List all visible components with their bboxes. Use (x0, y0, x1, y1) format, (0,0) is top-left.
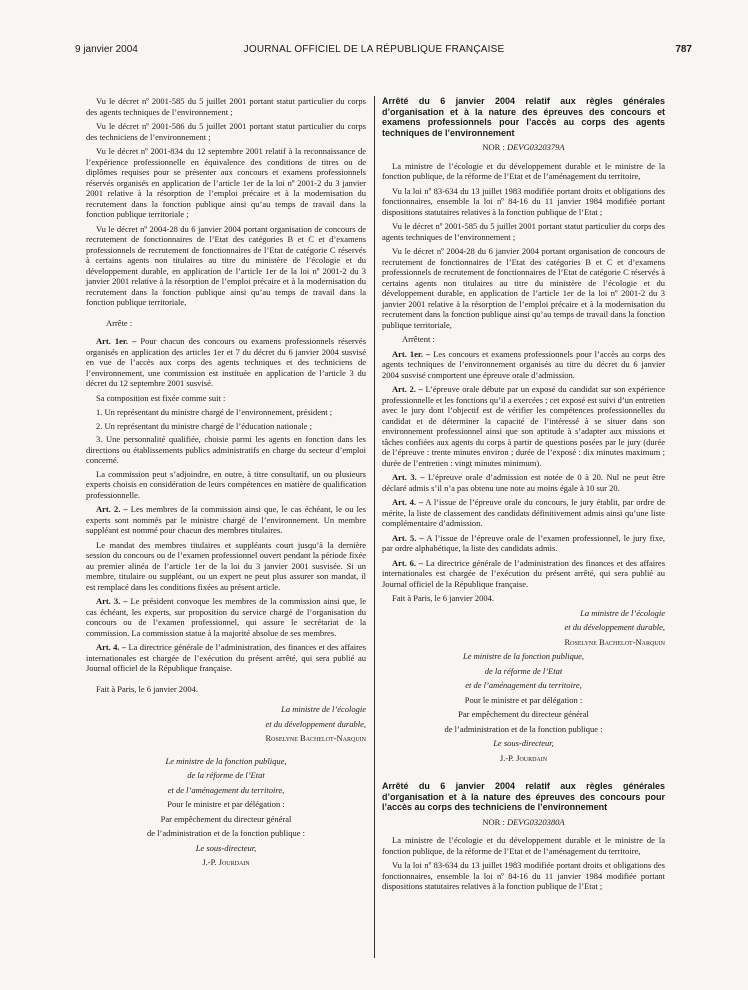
article-text: Les concours et examens professionnels pour l’accès au corps des agents techniques de l’environnement organisés au titre du décret du 6 janvier 2004 susvisé comportent une épreuve orale d’admission. (382, 348, 665, 380)
article-2 (86, 504, 366, 536)
article-text: La directrice générale de l’administration des finances et des affaires internationales est chargée de l’exécution du présent arrêté, qui sera publié au Journal officiel de la République française. (382, 557, 666, 589)
signature-name (382, 637, 665, 648)
visa-paragraph: Vu la loi nº 83-634 du 13 juillet 1983 modifiée portant droits et obligations des fonctionnaires, ensemble la loi nº 84-16 du 11 janvier 1984 modifiée portant dispositions statutaires relatives à la fonction publique de l’Etat ; (382, 860, 665, 891)
signature-line (382, 680, 665, 691)
signature-line: La ministre de l’écologie (281, 704, 366, 714)
article-text: L’épreuve orale débute par un exposé du candidat sur son expérience professionnelle et les fonctions qu’il a exercées ; cet exposé est suivi d’un entretien avec le jury dont l’objectif est de vérifier les compétences professionnelles du candidat et de déterminer la capacité de l’intéressé à se situer dans son environnement professionnel ainsi que son aptitude à s’adapter aux missions et tâches confiées aux agents du corps à partir de questions posées par le jury (durée de l’épreuve : trente minutes environ ; durée de l’exposé : dix minutes maximum ; durée de l’entretien : vingt minutes minimum). (382, 384, 666, 468)
article-label: Art. 2. – (96, 504, 128, 514)
article-label: Art. 3. – (392, 472, 425, 482)
article-text: L’épreuve orale d’admission est notée de 0 à 20. Nul ne peut être déclaré admis s’il n’a pas obtenu une note au moins égale à 10 sur 20. (382, 472, 665, 493)
signature-text: et de l’aménagement du territoire, (465, 680, 582, 690)
signatory-name: Roselyne Bachelot-Narquin (265, 733, 366, 743)
signature-line (86, 857, 366, 868)
decree-heading: Arrêté du 6 janvier 2004 relatif aux règles générales d’organisation et à la nature des épreuves des concours pour l’accès au corps des techniciens de l’environnement (382, 781, 665, 812)
arrete-label: Arrêtent : (402, 334, 435, 344)
signatory-name: J.-P. Jourdain (202, 857, 250, 867)
composition-list (86, 407, 366, 466)
article-5 (382, 533, 665, 554)
paragraph: La commission peut s’adjoindre, en outre, à titre consultatif, un ou plusieurs experts choisis en considération de leurs compétences en matière de qualification professionnelle. (86, 468, 366, 500)
article-text: Les membres de la commission ainsi que, le cas échéant, le ou les experts sont nommés par le ministre chargé de l’environnement. Un membre suppléant est nommé pour chacun des membres titulaires. (86, 504, 367, 535)
page-number: 787 (675, 44, 692, 55)
signature-name (86, 733, 366, 744)
article-3 (382, 472, 665, 493)
article-label: Art. 3. – (96, 596, 128, 606)
signature-text: et de l’aménagement du territoire, (167, 784, 285, 795)
article-label: Art. 4. – (96, 642, 127, 652)
article-text: Le président convoque les membres de la commission ainsi que, le cas échéant, les experts, sur proposition du service chargé de l’organisation du concours ou de l’examen professionnel, qui assure le secrétariat de la commission. La commission statue à la majorité absolue de ses membres. (86, 596, 367, 638)
list-item: 3. Une personnalité qualifiée, choisie parmi les agents en fonction dans les directions ou établissements publics administratifs en charge du secteur d’emploi concerné. (86, 434, 366, 465)
signature-line (382, 753, 665, 764)
visa-paragraph: Vu le décret nº 2001-586 du 5 juillet 2001 portant statut particulier du corps des techniciens de l’environnement ; (86, 121, 366, 142)
visa-paragraph: Vu le décret nº 2001-834 du 12 septembre 2001 relatif à la reconnaissance de l’expérience professionnelle en équivalence des conditions de titres ou de diplômes requises pour se présenter aux concours et examens professionnels réservés organisés en application de l’article 1er de la loi nº 2001-2 du 3 janvier 2001 relative à la résorption de l’emploi précaire et à la modernisation du recrutement dans la fonction publique ainsi qu’au temps de travail dans la fonction publique territoriale ; (86, 146, 366, 219)
signature-line: et du développement durable, (564, 622, 665, 632)
decree-heading: Arrêté du 6 janvier 2004 relatif aux règles générales d’organisation et à la nature des épreuves des concours et examens professionnels pour l’accès au corps des agents techniques de l’environnement (382, 96, 665, 138)
nor-reference (382, 817, 665, 828)
visa-paragraph: Vu le décret nº 2004-28 du 6 janvier 2004 portant organisation de concours de recrutement de fonctionnaires de l’Etat des catégories B et C et d’examens professionnels de recrutement de fonctionnaires de l’Etat de catégorie C réservés à certains agents non titulaires au titre du ministère de l’écologie et du développement durable, en application de l’article 1er de la loi nº 2001-2 du 3 janvier 2001 relative à la résorption de l’emploi précaire et à la modernisation du recrutement dans la fonction publique ainsi qu’au temps de travail dans la fonction publique territoriale, (382, 246, 665, 330)
signature-text: Le sous-directeur, (195, 842, 257, 853)
list-item: 1. Un représentant du ministre chargé de l’environnement, président ; (96, 407, 333, 417)
signature-line: La ministre de l’écologie (580, 607, 665, 618)
article-text: La directrice générale de l’administration, des finances et des affaires internationales est chargée de l’exécution du présent arrêté, qui sera publié au Journal officiel de la République française. (86, 642, 367, 673)
signatory-name: J.-P. Jourdain (499, 752, 548, 763)
signature-line: de l’administration et de la fonction publique : (444, 723, 603, 734)
article-label: Art. 4. – (392, 497, 424, 507)
article-label: Art. 5. – (392, 532, 424, 543)
journal-title: JOURNAL OFFICIEL DE LA RÉPUBLIQUE FRANÇAISE (243, 44, 505, 55)
signature-fonction-publique (382, 651, 665, 763)
intro-paragraph: La ministre de l’écologie et du développement durable et le ministre de la fonction publique, de la réforme de l’Etat et de l’aménagement du territoire, (382, 835, 665, 856)
signature-line (86, 770, 366, 781)
signature-text: Le sous-directeur, (493, 738, 554, 748)
column-divider (374, 96, 375, 958)
visa-paragraph: Vu le décret nº 2001-585 du 5 juillet 2001 portant statut particulier du corps des agents techniques de l’environnement ; (86, 96, 366, 117)
visa-paragraph: Vu le décret nº 2004-28 du 6 janvier 2004 portant organisation de concours de recrutement de fonctionnaires de l’Etat des catégories B et C et d’examens professionnels de recrutement de fonctionnaires de l’Etat de catégorie C réservés à certains agents non titulaires au titre du ministère de l’écologie et du développement durable, en application de l’article 1er de la loi nº 2001-2 du 3 janvier 2001 relative à la résorption de l’emploi précaire et à la modernisation du recrutement dans la fonction publique ainsi qu’au temps de travail dans la fonction publique territoriale, (86, 223, 366, 307)
signature-line (382, 666, 665, 677)
article-label: Art. 1er. – (392, 348, 431, 359)
signature-line (382, 651, 665, 662)
right-column (382, 96, 665, 896)
article-label: Art. 1er. – (96, 336, 137, 346)
article-6 (382, 558, 665, 590)
signature-line: Par empêchement du directeur général (458, 709, 589, 719)
article-4 (86, 642, 366, 674)
signature-line (86, 756, 366, 767)
arrete-label: Arrête : (106, 317, 133, 328)
fait-a-paris: Fait à Paris, le 6 janvier 2004. (96, 683, 198, 694)
nor-code: DEVG0320379A (506, 142, 565, 152)
signature-line: Pour le ministre et par délégation : (167, 799, 285, 809)
article-text: A l’issue de l’épreuve orale du concours, le jury établit, par ordre de mérite, la liste de classement des candidats définitivement admis ainsi qu’une liste complémentaire d’admission. (382, 497, 665, 528)
left-column (86, 96, 366, 872)
signature-text: Le ministre de la fonction publique, (165, 755, 287, 766)
article-1 (86, 336, 366, 389)
nor-code: DEVG0320380A (506, 816, 565, 827)
signature-line: et du développement durable, (265, 718, 366, 729)
signature-minister (382, 608, 665, 648)
intro-paragraph: La ministre de l’écologie et du développement durable et le ministre de la fonction publique, de la réforme de l’Etat et de l’aménagement du territoire, (382, 160, 665, 181)
article-3 (86, 596, 366, 638)
nor-reference (382, 142, 665, 153)
header-date: 9 janvier 2004 (75, 44, 138, 55)
nor-label: NOR : (482, 816, 505, 827)
signature-text: Le ministre de la fonction publique, (462, 651, 585, 661)
signature-line (86, 843, 366, 854)
signature-line (382, 738, 665, 749)
signature-line: Pour le ministre et par délégation : (464, 694, 583, 705)
signature-line: de l’administration et de la fonction publique : (147, 828, 305, 838)
running-header (0, 44, 748, 58)
article-text: A l’issue de l’épreuve orale de l’examen professionnel, le jury fixe, par ordre alphabétique, la liste des candidats admis. (382, 532, 665, 553)
nor-label: NOR : (482, 142, 505, 152)
list-item: 2. Un représentant du ministre chargé de l’éducation nationale ; (96, 420, 313, 431)
composition-intro: Sa composition est fixée comme suit : (96, 392, 226, 403)
signature-line: Par empêchement du directeur général (160, 813, 292, 824)
visa-paragraph: Vu le décret nº 2001-585 du 5 juillet 2001 portant statut particulier du corps des agents techniques de l’environnement ; (382, 221, 665, 242)
signature-fonction-publique (86, 756, 366, 868)
signature-text: de la réforme de l’Etat (187, 770, 265, 780)
article-2 (382, 384, 665, 468)
article-text: Pour chacun des concours ou examens professionnels réservés organisés en application des articles 1er et 7 du décret du 6 janvier 2004 susvisé en vue de l’accès aux corps des agents techniques et des techniciens de l’environnement, une commission est instituée en application de l’article 3 du décret du 12 septembre 2001 susvisé. (86, 336, 367, 388)
fait-a-paris: Fait à Paris, le 6 janvier 2004. (392, 593, 494, 603)
article-4 (382, 497, 665, 529)
signature-text: de la réforme de l’Etat (484, 665, 563, 676)
visa-paragraph: Vu la loi nº 83-634 du 13 juillet 1983 modifiée portant droits et obligations des fonctionnaires, ensemble la loi nº 84-16 du 11 janvier 1984 modifiée portant dispositions statutaires relatives à la fonction publique de l’Etat ; (382, 185, 665, 217)
article-1 (382, 349, 665, 381)
paragraph: Le mandat des membres titulaires et suppléants court jusqu’à la dernière session du concours ou de l’examen professionnel ouvert pendant la période fixée au premier alinéa de l’article 1er de la loi du 3 janvier 2001 susvisée. Si un membre, titulaire ou suppléant, ou un expert ne peut plus assurer son mandat, il est remplacé dans les conditions fixées au présent article. (86, 539, 366, 592)
article-label: Art. 2. – (392, 384, 423, 394)
signature-line (86, 785, 366, 796)
signature-minister (86, 704, 366, 744)
signatory-name: Roselyne Bachelot-Narquin (564, 636, 665, 647)
article-label: Art. 6. – (392, 557, 423, 568)
